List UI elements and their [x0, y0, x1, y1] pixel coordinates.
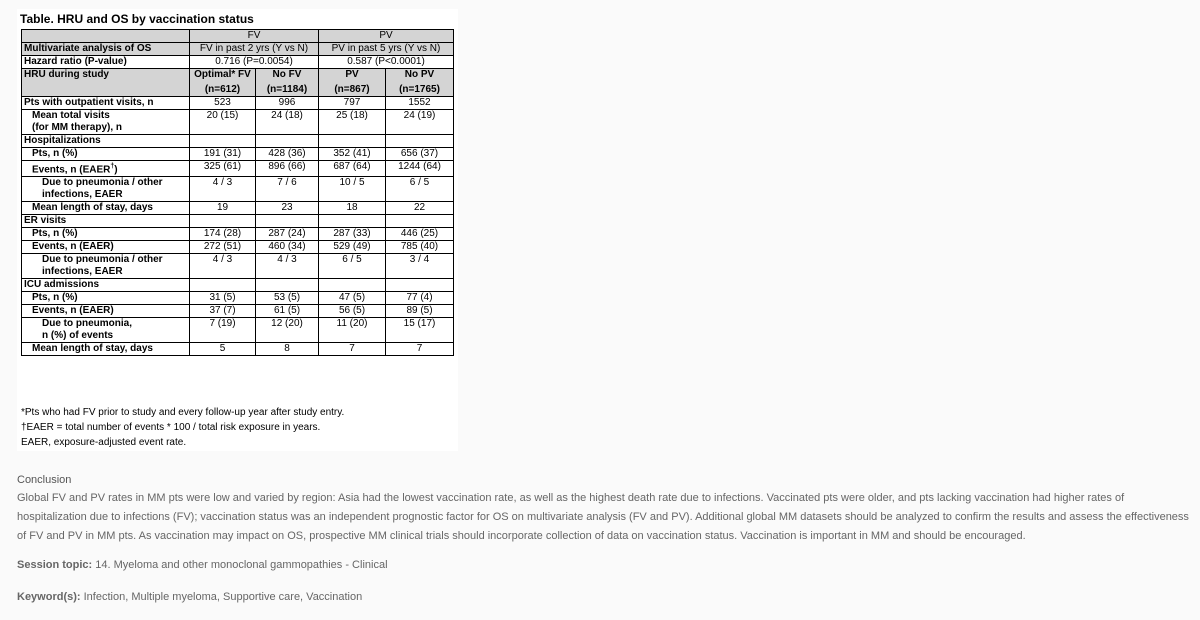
cell: 77 (4): [386, 292, 454, 305]
table-row: [22, 215, 454, 228]
cell: 785 (40): [386, 241, 454, 254]
cell: 53 (5): [256, 292, 319, 305]
footnote-eaer-definition: EAER, exposure-adjusted event rate.: [21, 437, 187, 448]
table-title: Table. HRU and OS by vaccination status: [20, 12, 254, 26]
section-label: Hospitalizations: [22, 135, 190, 148]
footnote-optimal-fv: *Pts who had FV prior to study and every follow-up year after study entry.: [21, 407, 345, 418]
dagger-mark: †: [110, 163, 115, 170]
cell: 24 (18): [256, 110, 319, 135]
cell: 174 (28): [190, 228, 256, 241]
cell: 61 (5): [256, 305, 319, 318]
table-row: [22, 97, 454, 110]
row-label: Events, n (EAER†): [22, 161, 190, 177]
col-header: PV (n=867): [319, 69, 386, 97]
session-topic-label: Session topic:: [17, 559, 93, 571]
cell: 428 (36): [256, 148, 319, 161]
cell: 287 (24): [256, 228, 319, 241]
cell: 446 (25): [386, 228, 454, 241]
table-row: [22, 343, 454, 356]
cell: 89 (5): [386, 305, 454, 318]
cell: 287 (33): [319, 228, 386, 241]
table-row: [22, 241, 454, 254]
cell: 4 / 3: [256, 254, 319, 279]
table-row: [22, 69, 454, 97]
col-header: No FV (n=1184): [256, 69, 319, 97]
cell: 325 (61): [190, 161, 256, 177]
table-row: [22, 318, 454, 343]
cell: 11 (20): [319, 318, 386, 343]
cell: 6 / 5: [386, 177, 454, 202]
session-topic-value: 14. Myeloma and other monoclonal gammopathies - Clinical: [95, 559, 388, 571]
row-label: Due to pneumonia, n (%) of events: [22, 318, 190, 343]
row-label: Mean total visits (for MM therapy), n: [22, 110, 190, 135]
section-label: ER visits: [22, 215, 190, 228]
cell: 896 (66): [256, 161, 319, 177]
table-row: [22, 279, 454, 292]
row-label: Due to pneumonia / other infections, EAER: [22, 254, 190, 279]
cell: 18: [319, 202, 386, 215]
row-label: Multivariate analysis of OS: [22, 43, 190, 56]
conclusion-text: Global FV and PV rates in MM pts were low and varied by region: Asia had the lowest vaccination rate, as well as the highest death rate due to infections. Vaccinated pts were older, and pts lacking vaccination had higher rates of hospitalization due to infections (FV); vaccination status was an independent prognostic factor for OS on multivariate analysis (FV and PV). Additional global MM datasets should be analyzed to confirm the results and assess the effectiveness of FV and PV in MM pts. As vaccination may impact on OS, prospective MM clinical trials should incorporate collection of data on vaccination status. Vaccination is important in MM and should be encouraged.: [17, 492, 1189, 542]
cell: 4 / 3: [190, 177, 256, 202]
cell: 31 (5): [190, 292, 256, 305]
row-label: Pts with outpatient visits, n: [22, 97, 190, 110]
cell: 460 (34): [256, 241, 319, 254]
cell: 7: [386, 343, 454, 356]
row-label: Mean length of stay, days: [22, 343, 190, 356]
cell: 56 (5): [319, 305, 386, 318]
row-label: Hazard ratio (P-value): [22, 56, 190, 69]
session-topic: [17, 559, 388, 571]
cell: 529 (49): [319, 241, 386, 254]
row-label: Pts, n (%): [22, 148, 190, 161]
cell: 0.587 (P<0.0001): [319, 56, 454, 69]
cell: 6 / 5: [319, 254, 386, 279]
cell: 20 (15): [190, 110, 256, 135]
conclusion-heading: Conclusion: [17, 474, 72, 486]
table-row: [22, 202, 454, 215]
cell: 25 (18): [319, 110, 386, 135]
group-header-pv: PV: [319, 30, 454, 43]
table-row: [22, 135, 454, 148]
cell: 10 / 5: [319, 177, 386, 202]
cell: 1244 (64): [386, 161, 454, 177]
table-figure: [17, 9, 458, 451]
row-label: Events, n (EAER): [22, 305, 190, 318]
cell: 656 (37): [386, 148, 454, 161]
table-row: [22, 148, 454, 161]
cell: 23: [256, 202, 319, 215]
cell: 19: [190, 202, 256, 215]
table-row: [22, 254, 454, 279]
group-header-fv: FV: [190, 30, 319, 43]
table-row: [22, 305, 454, 318]
cell: PV in past 5 yrs (Y vs N): [319, 43, 454, 56]
table-row: [22, 228, 454, 241]
col-header: No PV (n=1765): [386, 69, 454, 97]
cell: 523: [190, 97, 256, 110]
table-row: [22, 30, 454, 43]
cell: 5: [190, 343, 256, 356]
cell: 7 (19): [190, 318, 256, 343]
cell: 12 (20): [256, 318, 319, 343]
cell: 37 (7): [190, 305, 256, 318]
footnote-eaer-formula: †EAER = total number of events * 100 / total risk exposure in years.: [21, 422, 321, 433]
cell: 797: [319, 97, 386, 110]
table-row: [22, 177, 454, 202]
cell: FV in past 2 yrs (Y vs N): [190, 43, 319, 56]
cell: 0.716 (P=0.0054): [190, 56, 319, 69]
cell: 7: [319, 343, 386, 356]
cell: 272 (51): [190, 241, 256, 254]
cell: 22: [386, 202, 454, 215]
section-label: ICU admissions: [22, 279, 190, 292]
row-label: HRU during study: [22, 69, 190, 97]
keywords-value: Infection, Multiple myeloma, Supportive care, Vaccination: [83, 591, 363, 603]
cell: 996: [256, 97, 319, 110]
row-label: Pts, n (%): [22, 292, 190, 305]
keywords: [17, 591, 362, 603]
cell: 3 / 4: [386, 254, 454, 279]
table-row: [22, 110, 454, 135]
cell: 24 (19): [386, 110, 454, 135]
hru-os-table: [21, 29, 454, 356]
cell: 352 (41): [319, 148, 386, 161]
row-label: Due to pneumonia / other infections, EAER: [22, 177, 190, 202]
row-label: Pts, n (%): [22, 228, 190, 241]
cell: 687 (64): [319, 161, 386, 177]
cell: 7 / 6: [256, 177, 319, 202]
row-label: Mean length of stay, days: [22, 202, 190, 215]
cell: 1552: [386, 97, 454, 110]
cell: 4 / 3: [190, 254, 256, 279]
cell: 15 (17): [386, 318, 454, 343]
row-label: Events, n (EAER): [22, 241, 190, 254]
keywords-label: Keyword(s):: [17, 591, 81, 603]
table-row: [22, 161, 454, 177]
cell: 8: [256, 343, 319, 356]
cell: 47 (5): [319, 292, 386, 305]
table-row: [22, 292, 454, 305]
col-header: Optimal* FV (n=612): [190, 69, 256, 97]
table-row: [22, 43, 454, 56]
table-row: [22, 56, 454, 69]
cell: 191 (31): [190, 148, 256, 161]
